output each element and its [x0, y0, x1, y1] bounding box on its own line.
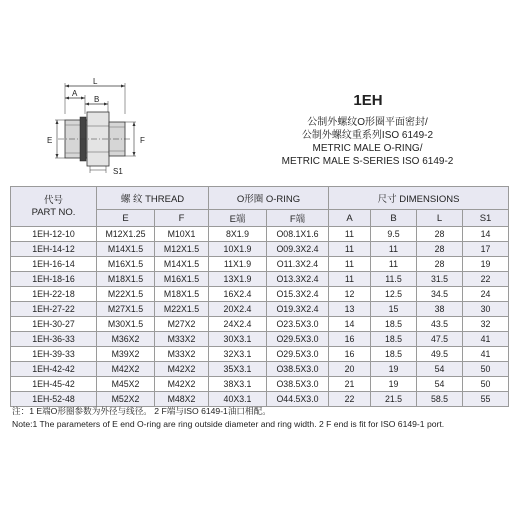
table-cell: 14 [329, 317, 371, 332]
subheader-cell: B [371, 210, 417, 227]
table-cell: 22 [329, 392, 371, 407]
table-cell: 54 [417, 362, 463, 377]
table-cell: O11.3X2.4 [267, 257, 329, 272]
part-no-cell: 1EH-45-42 [11, 377, 97, 392]
table-cell: 24 [463, 287, 509, 302]
table-cell: O38.5X3.0 [267, 362, 329, 377]
dim-B-label: B [94, 95, 100, 104]
table-cell: 11 [329, 272, 371, 287]
table-cell: 31.5 [417, 272, 463, 287]
dim-A-label: A [72, 89, 78, 98]
subheader-cell: F [155, 210, 209, 227]
table-cell: 10X1.9 [209, 242, 267, 257]
subheader-cell: F端 [267, 210, 329, 227]
table-cell: O19.3X2.4 [267, 302, 329, 317]
table-cell: 8X1.9 [209, 227, 267, 242]
table-cell: O15.3X2.4 [267, 287, 329, 302]
description-line: 公制外螺纹重系列ISO 6149-2 [301, 130, 434, 141]
table-cell: M12X1.25 [97, 227, 155, 242]
table-cell: O13.3X2.4 [267, 272, 329, 287]
table-cell: 12.5 [371, 287, 417, 302]
oring-header: O形圈 O-RING [209, 187, 329, 210]
subheader-cell: A [329, 210, 371, 227]
fitting-diagram [30, 78, 170, 178]
table-cell: 18.5 [371, 347, 417, 362]
product-description [255, 116, 480, 168]
table-cell: O44.5X3.0 [267, 392, 329, 407]
table-cell: 19 [371, 377, 417, 392]
table-cell: 11 [329, 242, 371, 257]
table-cell: 18.5 [371, 332, 417, 347]
table-row [11, 317, 509, 332]
part-no-cell: 1EH-39-33 [11, 347, 97, 362]
table-row [11, 347, 509, 362]
table-cell: 11X1.9 [209, 257, 267, 272]
table-cell: 11.5 [371, 272, 417, 287]
table-cell: M42X2 [155, 377, 209, 392]
table-cell: 43.5 [417, 317, 463, 332]
fitting-drawing [30, 78, 170, 178]
table-cell: 20X2.4 [209, 302, 267, 317]
part-no-cell: 1EH-14-12 [11, 242, 97, 257]
table-cell: 41 [463, 332, 509, 347]
note-en: Note:1 The parameters of E end O-ring are ring outside diameter and ring width. 2 F end is fit for ISO 6149-1 port. [12, 419, 445, 429]
part-no-cell: 1EH-12-10 [11, 227, 97, 242]
table-cell: M22X1.5 [97, 287, 155, 302]
table-cell: 28 [417, 242, 463, 257]
table-cell: 28 [417, 257, 463, 272]
table-row [11, 302, 509, 317]
table-cell: 11 [371, 257, 417, 272]
table-cell: 16X2.4 [209, 287, 267, 302]
table-cell: M42X2 [155, 362, 209, 377]
table-cell: 41 [463, 347, 509, 362]
table-cell: O23.5X3.0 [267, 317, 329, 332]
table-cell: 38X3.1 [209, 377, 267, 392]
table-row [11, 227, 509, 242]
table-row [11, 257, 509, 272]
part-no-cell: 1EH-16-14 [11, 257, 97, 272]
table-cell: 32X3.1 [209, 347, 267, 362]
table-cell: 19 [463, 257, 509, 272]
table-row [11, 242, 509, 257]
table-cell: M33X2 [155, 347, 209, 362]
table-cell: 40X3.1 [209, 392, 267, 407]
table-cell: 30 [463, 302, 509, 317]
table-cell: M27X1.5 [97, 302, 155, 317]
note-cn: 注：1 E端O形圈参数为外径与线径。 2 F端与ISO 6149-1油口相配。 [12, 406, 271, 416]
table-cell: M27X2 [155, 317, 209, 332]
description-line: METRIC MALE S-SERIES ISO 6149-2 [281, 156, 454, 167]
dim-F-label: F [140, 136, 145, 145]
table-body [11, 227, 509, 407]
subheader-cell: E端 [209, 210, 267, 227]
table-row [11, 377, 509, 392]
table-cell: M30X1.5 [97, 317, 155, 332]
description-line: METRIC MALE O-RING/ [312, 143, 423, 154]
table-cell: 32 [463, 317, 509, 332]
subheader-cell: L [417, 210, 463, 227]
table-cell: 14 [463, 227, 509, 242]
table-cell: 24X2.4 [209, 317, 267, 332]
table-cell: 50 [463, 362, 509, 377]
table-row [11, 362, 509, 377]
table-cell: 21 [329, 377, 371, 392]
table-cell: M48X2 [155, 392, 209, 407]
table-cell: 30X3.1 [209, 332, 267, 347]
part-no-cell: 1EH-36-33 [11, 332, 97, 347]
table-cell: M12X1.5 [155, 242, 209, 257]
dimensions-table [10, 186, 509, 407]
part-no-cell: 1EH-30-27 [11, 317, 97, 332]
model-title: 1EH [353, 92, 383, 109]
table-cell: M18X1.5 [97, 272, 155, 287]
table-cell: 13 [329, 302, 371, 317]
dimensions-table-wrapper [10, 186, 508, 407]
table-cell: 12 [329, 287, 371, 302]
table-cell: 58.5 [417, 392, 463, 407]
table-cell: 17 [463, 242, 509, 257]
table-cell: 16 [329, 332, 371, 347]
part-no-header-cn: 代号 [43, 194, 63, 206]
subheader-cell: S1 [463, 210, 509, 227]
table-cell: O38.5X3.0 [267, 377, 329, 392]
table-cell: M42X2 [97, 362, 155, 377]
table-cell: 18.5 [371, 317, 417, 332]
table-cell: 9.5 [371, 227, 417, 242]
table-cell: 28 [417, 227, 463, 242]
table-cell: 13X1.9 [209, 272, 267, 287]
table-cell: 50 [463, 377, 509, 392]
part-no-header [11, 187, 97, 227]
table-cell: 19 [371, 362, 417, 377]
part-no-cell: 1EH-27-22 [11, 302, 97, 317]
table-cell: O08.1X1.6 [267, 227, 329, 242]
table-cell: O29.5X3.0 [267, 347, 329, 362]
table-cell: 21.5 [371, 392, 417, 407]
table-cell: M14X1.5 [155, 257, 209, 272]
table-cell: 22 [463, 272, 509, 287]
part-no-cell: 1EH-22-18 [11, 287, 97, 302]
description-line: 公制外螺纹O形圈平面密封/ [307, 117, 428, 128]
table-cell: 11 [329, 227, 371, 242]
table-cell: 55 [463, 392, 509, 407]
table-cell: 11 [371, 242, 417, 257]
part-no-cell: 1EH-42-42 [11, 362, 97, 377]
table-cell: 35X3.1 [209, 362, 267, 377]
table-cell: M22X1.5 [155, 302, 209, 317]
table-cell: 16 [329, 347, 371, 362]
table-cell: M36X2 [97, 332, 155, 347]
dim-L-label: L [93, 78, 98, 86]
table-row [11, 287, 509, 302]
part-no-header-en: PART NO. [31, 206, 76, 218]
dim-S1-label: S1 [113, 167, 123, 176]
table-cell: 38 [417, 302, 463, 317]
table-cell: M10X1 [155, 227, 209, 242]
table-cell: M45X2 [97, 377, 155, 392]
dim-E-label: E [47, 136, 53, 145]
table-cell: M16X1.5 [97, 257, 155, 272]
table-cell: 54 [417, 377, 463, 392]
part-no-cell: 1EH-18-16 [11, 272, 97, 287]
table-cell: O09.3X2.4 [267, 242, 329, 257]
table-cell: M16X1.5 [155, 272, 209, 287]
table-row [11, 332, 509, 347]
table-cell: 20 [329, 362, 371, 377]
dimensions-header: 尺寸 DIMENSIONS [329, 187, 509, 210]
notes [12, 405, 512, 431]
table-cell: 34.5 [417, 287, 463, 302]
table-cell: M33X2 [155, 332, 209, 347]
table-cell: M39X2 [97, 347, 155, 362]
part-no-cell: 1EH-52-48 [11, 392, 97, 407]
thread-header: 螺 纹 THREAD [97, 187, 209, 210]
subheader-cell: E [97, 210, 155, 227]
table-cell: 15 [371, 302, 417, 317]
table-cell: 47.5 [417, 332, 463, 347]
table-cell: M18X1.5 [155, 287, 209, 302]
table-cell: M52X2 [97, 392, 155, 407]
table-row [11, 272, 509, 287]
table-cell: 11 [329, 257, 371, 272]
table-cell: M14X1.5 [97, 242, 155, 257]
table-cell: 49.5 [417, 347, 463, 362]
table-cell: O29.5X3.0 [267, 332, 329, 347]
